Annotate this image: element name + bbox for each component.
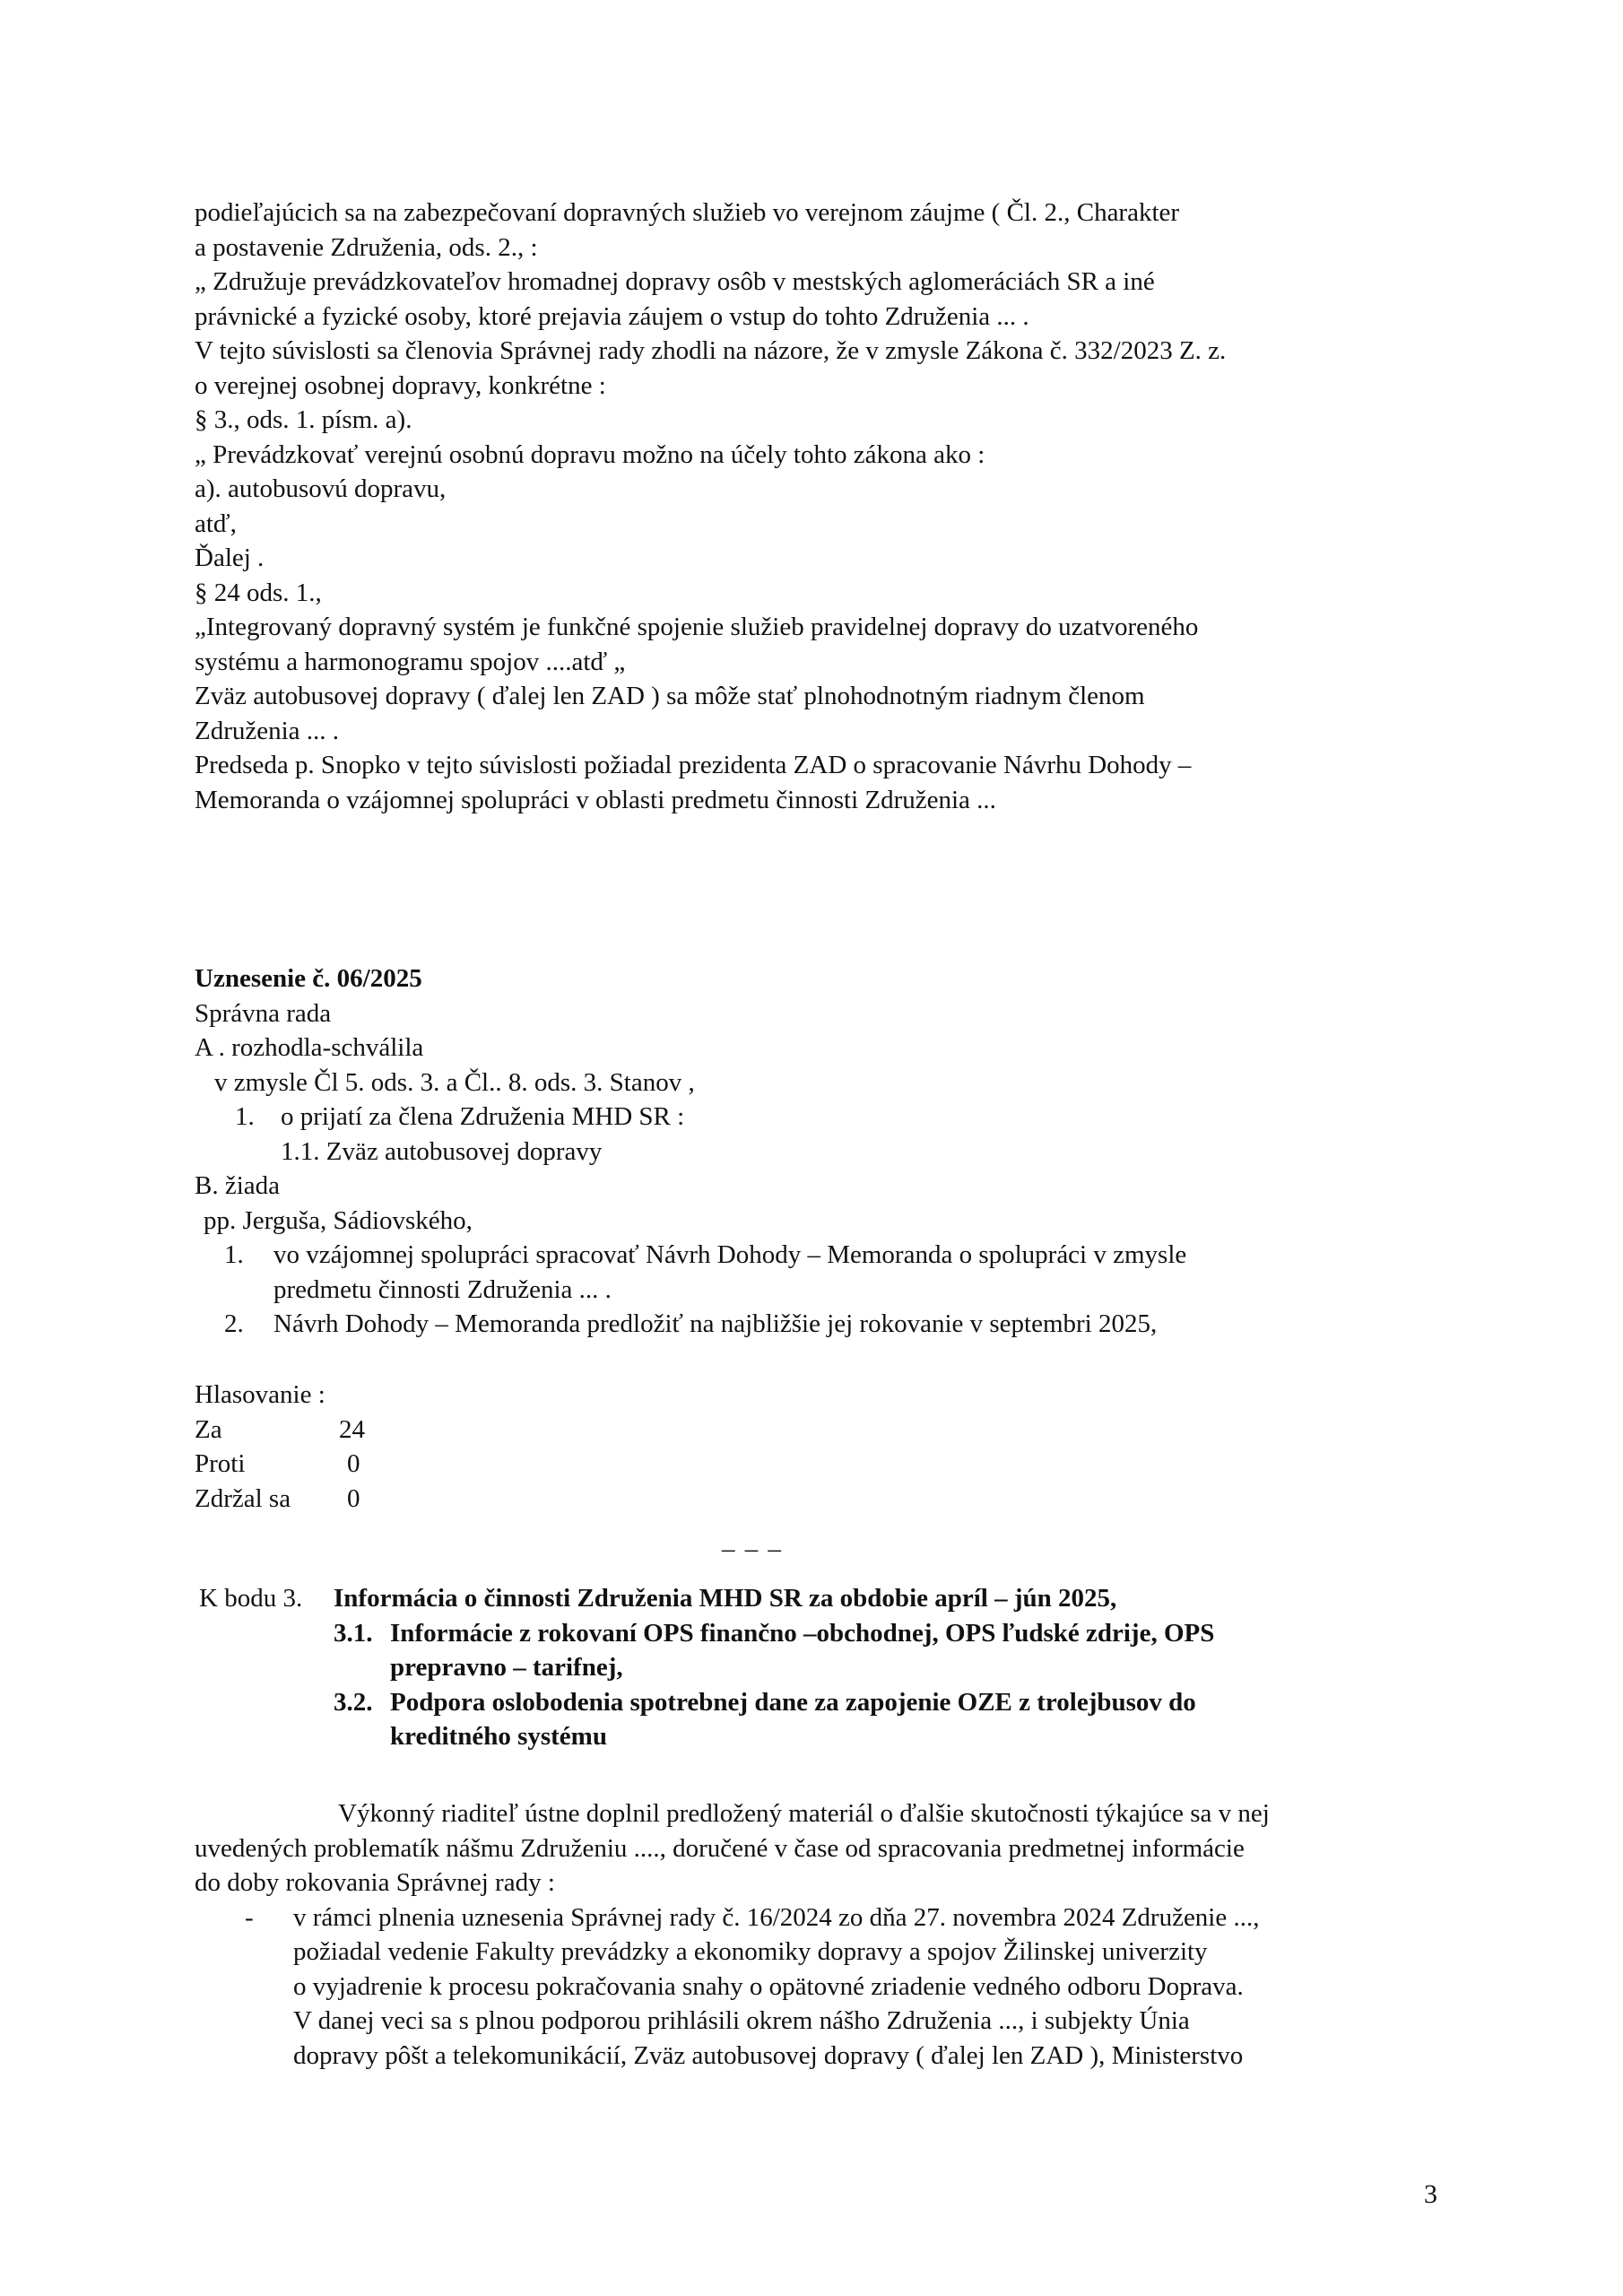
agenda-title: Informácia o činnosti Združenia MHD SR za obdobie apríl – jún 2025, [334, 1584, 1117, 1613]
list-number: 2. [224, 1309, 244, 1338]
list-item [195, 1307, 1450, 1342]
vote-label: Za [195, 1414, 222, 1444]
subitem-text: Informácie z rokovaní OPS finančno –obchodnej, OPS ľudské zdrije, OPS [390, 1618, 1215, 1648]
vote-label: Zdržal sa [195, 1483, 291, 1513]
text-line: Memoranda o vzájomnej spolupráci v oblasti predmetu činnosti Združenia ... [195, 785, 996, 814]
text-line: § 3., ods. 1. písm. a). [195, 405, 412, 434]
subitem-number: 3.1. [334, 1618, 373, 1648]
resolution-body: Správna rada [195, 998, 332, 1028]
list-item [195, 1238, 1450, 1273]
text-line: „ Združuje prevádzkovateľov hromadnej dopravy osôb v mestských aglomeráciách SR a iné [195, 267, 1155, 296]
text-line: § 24 ods. 1., [195, 578, 322, 607]
text-line: a). autobusovú dopravu, [195, 474, 447, 503]
agenda-prefix: K bodu 3. [199, 1584, 303, 1613]
text-line: uvedených problematík nášmu Združeniu ...., doručené v čase od spracovania predmetnej informácie [195, 1833, 1245, 1863]
bullet-text: dopravy pôšt a telekomunikácií, Zväz autobusovej dopravy ( ďalej len ZAD ), Ministerstvo [293, 2040, 1244, 2070]
subitem-number: 3.2. [334, 1687, 373, 1717]
bullet-text: V danej veci sa s plnou podporou prihlásili okrem nášho Združenia ..., i subjekty Únia [293, 2006, 1190, 2035]
resolution-b-label: B. žiada [195, 1171, 281, 1200]
text-line: atď, [195, 509, 237, 538]
vote-row [195, 1447, 553, 1482]
vote-row [195, 1482, 553, 1517]
resolution-a-subitem: 1.1. Zväz autobusovej dopravy [281, 1136, 603, 1166]
text-line: podieľajúcich sa na zabezpečovaní dopravných služieb vo verejnom záujme ( Čl. 2., Charakter [195, 198, 1180, 227]
text-line: systému a harmonogramu spojov ....atď „ [195, 647, 626, 676]
intro-text [195, 196, 1226, 817]
bullet-continuation [195, 2039, 1450, 2074]
vote-value: 24 [339, 1414, 365, 1444]
agenda-subitem-continuation [199, 1719, 1454, 1754]
text-line: do doby rokovania Správnej rady : [195, 1868, 555, 1897]
list-number: 1. [224, 1240, 244, 1269]
vote-label: Proti [195, 1449, 246, 1478]
agenda-heading [199, 1581, 1454, 1616]
voting-title: Hlasovanie : [195, 1380, 325, 1409]
bullet-item [195, 1900, 1450, 1935]
text-line: o verejnej osobnej dopravy, konkrétne : [195, 370, 606, 400]
text-line: „ Prevádzkovať verejnú osobnú dopravu možno na účely tohto zákona ako : [195, 439, 985, 469]
vote-value: 0 [347, 1483, 360, 1513]
agenda-subitem [199, 1685, 1454, 1720]
vote-row [195, 1413, 553, 1448]
list-text: predmetu činnosti Združenia ... . [273, 1274, 612, 1304]
agenda-subitem-continuation [199, 1650, 1454, 1685]
list-item [195, 1100, 1450, 1135]
text-line: Združenia ... . [195, 716, 340, 745]
resolution-a-label: A . rozhodla-schválila [195, 1033, 424, 1062]
text-line: Ďalej . [195, 544, 265, 572]
resolution-title: Uznesenie č. 06/2025 [195, 964, 422, 993]
resolution-b-persons: pp. Jerguša, Sádiovského, [204, 1205, 473, 1235]
section-separator: – – – [722, 1535, 783, 1563]
bullet-continuation [195, 2004, 1450, 2039]
vote-value: 0 [347, 1449, 360, 1478]
list-text: Návrh Dohody – Memoranda predložiť na najbližšie jej rokovanie v septembri 2025, [273, 1309, 1158, 1338]
agenda-subitem [199, 1616, 1454, 1651]
subitem-text: Podpora oslobodenia spotrebnej dane za zapojenie OZE z trolejbusov do [390, 1687, 1196, 1717]
text-line: V tejto súvislosti sa členovia Správnej rady zhodli na názore, že v zmysle Zákona č. 332/2023 Z. z. [195, 336, 1227, 365]
bullet-marker: - [245, 1902, 254, 1932]
resolution-a-reference: v zmysle Čl 5. ods. 3. a Čl.. 8. ods. 3. Stanov , [214, 1067, 695, 1097]
agenda-item-3 [199, 1581, 1454, 1754]
text-line: Výkonný riaditeľ ústne doplnil predložený materiál o ďalšie skutočnosti týkajúce sa v nej [338, 1799, 1270, 1828]
bullet-text: v rámci plnenia uznesenia Správnej rady č. 16/2024 zo dňa 27. novembra 2024 Združenie ..., [293, 1902, 1260, 1932]
text-line: a postavenie Združenia, ods. 2., : [195, 232, 538, 262]
voting-section [195, 1378, 553, 1516]
list-text: vo vzájomnej spolupráci spracovať Návrh Dohody – Memoranda o spolupráci v zmysle [273, 1240, 1187, 1269]
bullet-text: o vyjadrenie k procesu pokračovania snahy o opätovné zriadenie vedného odboru Doprava. [293, 1971, 1244, 2001]
paragraph [195, 1796, 1450, 2073]
text-line: Zväz autobusovej dopravy ( ďalej len ZAD ) sa môže stať plnohodnotným riadnym členom [195, 682, 1145, 710]
text-line: právnické a fyzické osoby, ktoré prejavia záujem o vstup do tohto Združenia ... . [195, 301, 1029, 331]
bullet-continuation [195, 1935, 1450, 1970]
bullet-text: požiadal vedenie Fakulty prevádzky a ekonomiky dopravy a spojov Žilinskej univerzity [293, 1937, 1208, 1966]
text-line: „Integrovaný dopravný systém je funkčné spojenie služieb pravidelnej dopravy do uzatvoreného [195, 613, 1199, 641]
subitem-text: prepravno – tarifnej, [390, 1653, 623, 1682]
text-line: Predseda p. Snopko v tejto súvislosti požiadal prezidenta ZAD o spracovanie Návrhu Dohody – [195, 751, 1192, 779]
page-number: 3 [1424, 2179, 1437, 2209]
list-item-continuation [195, 1273, 1450, 1308]
subitem-text: kreditného systému [390, 1722, 607, 1751]
list-text: o prijatí za člena Združenia MHD SR : [281, 1102, 685, 1131]
bullet-continuation [195, 1970, 1450, 2005]
resolution-section [195, 961, 1450, 1342]
list-number: 1. [235, 1102, 255, 1131]
